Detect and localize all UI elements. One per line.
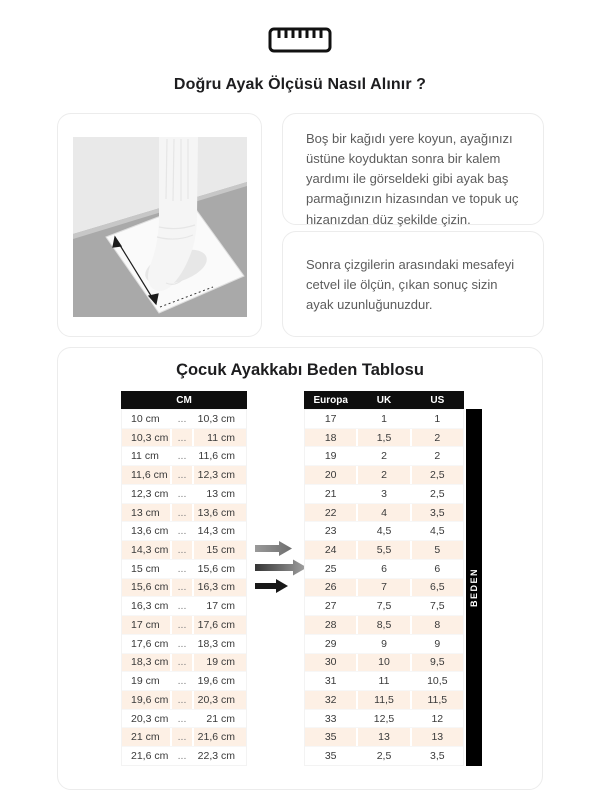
size-table-header-uk: UK	[376, 394, 392, 406]
cm-table-row-cell: 21,6 cm	[131, 750, 169, 763]
cm-table-row-cell: 19,6 cm	[131, 693, 169, 706]
cm-table-row	[122, 727, 246, 746]
cm-table-body	[121, 409, 247, 766]
cm-table-row-cell: 12,3 cm	[131, 487, 169, 500]
size-table-row-cell: 5	[410, 541, 463, 559]
size-table-row-cell: 2	[356, 447, 409, 465]
cm-table-row	[122, 409, 246, 428]
size-table-row-cell: 11,5	[410, 691, 463, 709]
size-table-row-cell: 17	[324, 412, 337, 425]
size-table-row-cell: 1	[356, 410, 409, 428]
cm-table	[121, 391, 247, 766]
cm-table-row	[122, 690, 246, 709]
instruction-card-2	[282, 231, 544, 337]
size-table-row-cell: 24	[324, 544, 337, 556]
size-table-row-cell: 9	[356, 635, 409, 653]
cm-table-row-cell: 13,6 cm	[192, 504, 246, 522]
cm-table-row	[122, 634, 246, 653]
size-table-row	[305, 653, 463, 672]
size-table-row	[305, 540, 463, 559]
size-table-row-cell: 22	[324, 506, 337, 519]
cm-table-row	[122, 578, 246, 597]
size-table-row-cell: 29	[324, 637, 337, 650]
size-table-row-cell: 7,5	[410, 597, 463, 615]
cm-table-row-cell: 15 cm	[131, 562, 160, 575]
size-table-row-cell: 30	[324, 656, 337, 669]
cm-table-row-cell: 15 cm	[192, 541, 246, 559]
page-header	[0, 26, 600, 59]
size-table-row	[305, 465, 463, 484]
page-title: Doğru Ayak Ölçüsü Nasıl Alınır ?	[173, 76, 427, 93]
cm-table-row-cell: ...	[170, 597, 192, 615]
cm-table-row-cell: ...	[170, 710, 192, 728]
cm-table-row-cell: 14,3 cm	[131, 544, 169, 556]
size-table-row-cell: 10,5	[410, 672, 463, 690]
cm-table-row-cell: 11 cm	[192, 429, 246, 447]
size-table-row	[305, 746, 463, 765]
cm-table-row	[122, 465, 246, 484]
cm-table-row-cell: 19 cm	[192, 654, 246, 672]
cm-table-row-cell: 16,3 cm	[192, 579, 246, 597]
cm-table-row	[122, 671, 246, 690]
cm-table-row	[122, 503, 246, 522]
cm-table-row-cell: ...	[170, 429, 192, 447]
size-table-row-cell: 9	[410, 635, 463, 653]
cm-table-row	[122, 540, 246, 559]
cm-table-row-cell: ...	[170, 504, 192, 522]
cm-table-row-cell: ...	[170, 616, 192, 634]
size-table-row-cell: 2,5	[356, 747, 409, 765]
ruler-icon	[268, 26, 332, 54]
cm-table-row-cell: ...	[170, 522, 192, 540]
size-table-row-cell: 3,5	[410, 747, 463, 765]
cm-table-row-cell: 17 cm	[192, 597, 246, 615]
size-table-row	[305, 578, 463, 597]
size-table-row-cell: 11	[356, 672, 409, 690]
cm-table-row-cell: 20,3 cm	[192, 691, 246, 709]
cm-table-row-cell: 19,6 cm	[192, 672, 246, 690]
cm-table-row-cell: ...	[170, 654, 192, 672]
size-table-row-cell: 7,5	[356, 597, 409, 615]
size-table-row-cell: 18	[324, 431, 337, 444]
size-table-row-cell: 2	[410, 429, 463, 447]
size-table-row-cell: 28	[324, 618, 337, 631]
size-table-row-cell: 1	[410, 410, 463, 428]
size-table-header	[304, 391, 464, 409]
size-table-row-cell: 3	[356, 485, 409, 503]
cm-table-row-cell: 17,6 cm	[131, 637, 169, 650]
size-table-row-cell: 13	[356, 728, 409, 746]
cm-table-row-cell: 10,3 cm	[192, 410, 246, 428]
size-table-row-cell: 4,5	[410, 522, 463, 540]
size-table-row-cell: 2,5	[410, 466, 463, 484]
size-table-row-cell: 19	[324, 450, 337, 463]
cm-table-row-cell: ...	[170, 635, 192, 653]
size-table-row-cell: 3,5	[410, 504, 463, 522]
size-table-row-cell: 6	[410, 560, 463, 578]
cm-table-row-cell: 19 cm	[131, 675, 160, 688]
size-table-row-cell: 1,5	[356, 429, 409, 447]
cm-table-row-cell: ...	[170, 560, 192, 578]
size-table-row	[305, 596, 463, 615]
size-table-row-cell: 13	[410, 728, 463, 746]
size-table-row-cell: 8,5	[356, 616, 409, 634]
cm-table-row-cell: ...	[170, 447, 192, 465]
size-table-row-cell: 31	[324, 675, 337, 688]
cm-table-row-cell: 12,3 cm	[192, 466, 246, 484]
size-table-row-cell: 8	[410, 616, 463, 634]
size-table-row-cell: 27	[324, 600, 337, 613]
size-table-row-cell: 11,5	[356, 691, 409, 709]
size-table-row-cell: 35	[324, 731, 337, 744]
size-table-row	[305, 521, 463, 540]
size-table-row-cell: 9,5	[410, 654, 463, 672]
size-table-row-cell: 5,5	[356, 541, 409, 559]
cm-table-row-cell: ...	[170, 672, 192, 690]
size-table-row	[305, 690, 463, 709]
size-table-row-cell: 7	[356, 579, 409, 597]
cm-table-row-cell: ...	[170, 410, 192, 428]
size-table-row	[305, 727, 463, 746]
size-table-row-cell: 25	[324, 562, 337, 575]
beden-side-label	[466, 409, 482, 766]
size-table-row-cell: 12,5	[356, 710, 409, 728]
size-table-header-us: US	[430, 394, 445, 406]
cm-table-row-cell: ...	[170, 728, 192, 746]
size-table-row	[305, 428, 463, 447]
cm-table-row	[122, 428, 246, 447]
cm-table-row	[122, 615, 246, 634]
cm-table-row	[122, 746, 246, 765]
cm-table-row	[122, 521, 246, 540]
cm-table-row-cell: 11 cm	[131, 450, 159, 463]
size-table-title: Çocuk Ayakkabı Beden Tablosu	[176, 361, 424, 379]
size-table-header-europa: Europa	[313, 394, 348, 406]
cm-table-row-cell: 16,3 cm	[131, 600, 169, 613]
cm-table-row-cell: 10,3 cm	[131, 431, 169, 444]
size-table-row-cell: 32	[324, 693, 337, 706]
size-table-row-cell: 6,5	[410, 579, 463, 597]
cm-table-row-cell: ...	[170, 579, 192, 597]
size-table-row-cell: 2,5	[410, 485, 463, 503]
cm-table-row-cell: 21 cm	[131, 731, 160, 744]
cm-table-row-cell: 18,3 cm	[131, 656, 169, 669]
size-table-row-cell: 23	[324, 525, 337, 538]
size-table-row	[305, 615, 463, 634]
size-table-row	[305, 709, 463, 728]
beden-side-label-text: BEDEN	[469, 567, 479, 607]
size-table-row-cell: 35	[324, 750, 337, 763]
cm-table-row-cell: 22,3 cm	[192, 747, 246, 765]
cm-table-row-cell: ...	[170, 747, 192, 765]
cm-table-row-cell: ...	[170, 466, 192, 484]
mapping-arrows-icon	[251, 538, 309, 596]
size-table-row-cell: 26	[324, 581, 337, 594]
size-table-row-cell: 33	[324, 712, 337, 725]
cm-table-row-cell: 17 cm	[131, 618, 160, 631]
cm-table-row	[122, 446, 246, 465]
cm-table-row-cell: 13,6 cm	[131, 525, 169, 538]
size-table-row-cell: 10	[356, 654, 409, 672]
cm-table-row-cell: 11,6 cm	[131, 469, 168, 482]
cm-table-row	[122, 653, 246, 672]
size-table-row	[305, 503, 463, 522]
cm-table-row-cell: ...	[170, 691, 192, 709]
size-table-row-cell: 6	[356, 560, 409, 578]
cm-table-row-cell: 11,6 cm	[192, 447, 246, 465]
cm-table-row-cell: 17,6 cm	[192, 616, 246, 634]
size-table-row-cell: 4,5	[356, 522, 409, 540]
size-table-row	[305, 446, 463, 465]
cm-table-row-cell: 21,6 cm	[192, 728, 246, 746]
size-table-row	[305, 634, 463, 653]
cm-table-row-cell: 13 cm	[192, 485, 246, 503]
cm-table-row-cell: 14,3 cm	[192, 522, 246, 540]
cm-table-row-cell: 18,3 cm	[192, 635, 246, 653]
cm-table-row-cell: 20,3 cm	[131, 712, 169, 725]
instruction-step-2: Sonra çizgilerin arasındaki mesafeyi cetvel ile ölçün, çıkan sonuç sizin ayak uzunluğunuzdur.	[306, 257, 515, 313]
size-table-row	[305, 409, 463, 428]
size-table-row	[305, 484, 463, 503]
cm-table-row	[122, 709, 246, 728]
cm-table-row-cell: 15,6 cm	[192, 560, 246, 578]
cm-table-row	[122, 559, 246, 578]
cm-table-row	[122, 484, 246, 503]
cm-table-row-cell: ...	[170, 485, 192, 503]
cm-table-row-cell: 13 cm	[131, 506, 160, 519]
cm-table-row-cell: 10 cm	[131, 412, 160, 425]
instruction-card-1	[282, 113, 544, 225]
foot-measure-photo-card	[57, 113, 262, 337]
size-table-row-cell: 4	[356, 504, 409, 522]
cm-table-row-cell: ...	[170, 541, 192, 559]
size-table-row-cell: 2	[410, 447, 463, 465]
size-table-row-cell: 20	[324, 469, 337, 482]
size-table-row-cell: 2	[356, 466, 409, 484]
size-table-row-cell: 21	[324, 487, 337, 500]
cm-table-row	[122, 596, 246, 615]
instruction-step-1: Boş bir kağıdı yere koyun, ayağınızı üstüne koyduktan sonra bir kalem yardımı ile görseldeki gibi ayak baş parmağınızın hizasından ve topuk uç hizanızdan düz şekilde çizin.	[306, 131, 519, 227]
cm-table-row-cell: 21 cm	[192, 710, 246, 728]
foot-measure-illustration	[73, 137, 247, 317]
size-table-body	[304, 409, 464, 766]
size-table	[304, 391, 464, 766]
cm-table-row-cell: 15,6 cm	[131, 581, 169, 594]
size-table-row-cell: 12	[410, 710, 463, 728]
size-table-row	[305, 559, 463, 578]
cm-table-header: CM	[121, 391, 247, 409]
size-table-row	[305, 671, 463, 690]
size-table-card	[57, 347, 543, 790]
